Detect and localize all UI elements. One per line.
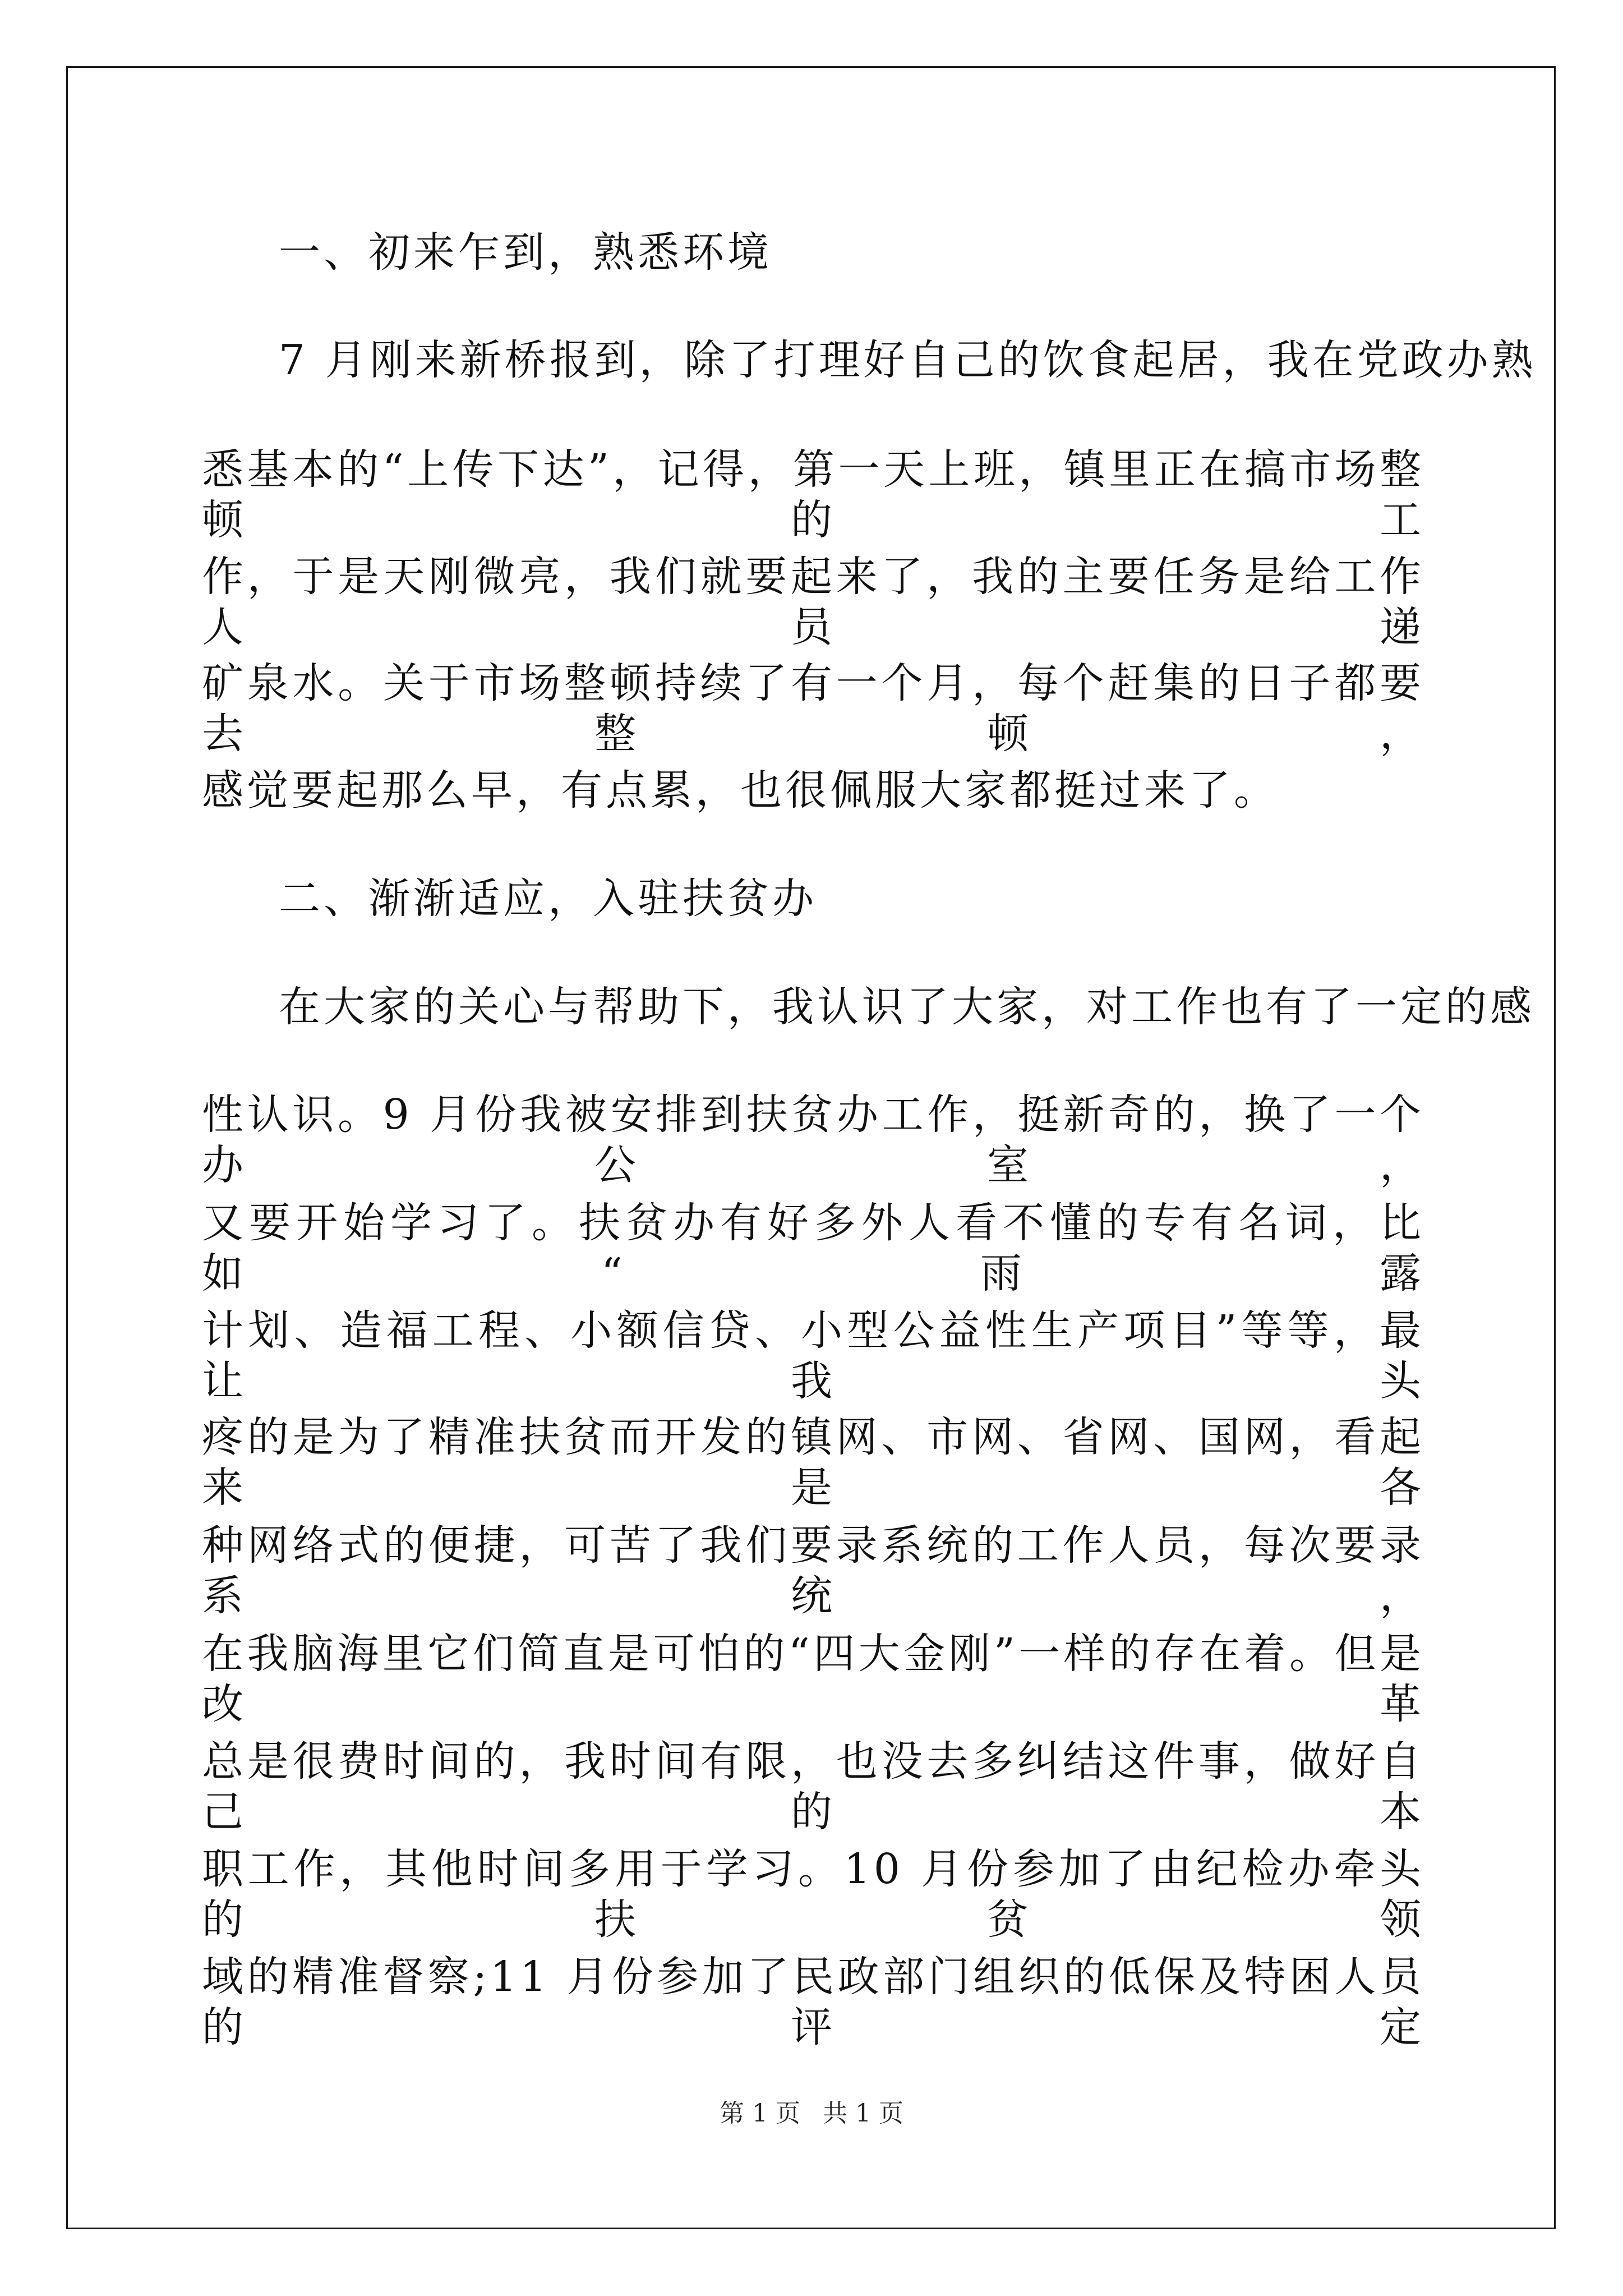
page-number: 第 1 页 xyxy=(720,2099,800,2128)
paragraph-line: 在大家的关心与帮助下，我认识了大家，对工作也有了一定的感 xyxy=(279,983,1535,1031)
paragraph-line: 性认识。9 月份我被安排到扶贫办工作，挺新奇的，换了一个办公室， xyxy=(202,1091,1424,1189)
paragraph-line: 疼的是为了精准扶贫而开发的镇网、市网、省网、国网，看起来是各 xyxy=(202,1413,1424,1512)
page-footer xyxy=(0,2098,1623,2129)
page-total: 共 1 页 xyxy=(823,2099,903,2128)
paragraph-line: 域的精准督察;11 月份参加了民政部门组织的低保及特困人员的评定 xyxy=(202,1953,1424,2051)
section-heading-2: 二、渐渐适应，入驻扶贫办 xyxy=(279,875,817,923)
section-heading-1: 一、初来乍到，熟悉环境 xyxy=(279,228,772,277)
paragraph-line: 在我脑海里它们简直是可怕的“四大金刚”一样的存在着。但是改革 xyxy=(202,1630,1424,1728)
paragraph-line: 感觉要起那么早，有点累，也很佩服大家都挺过来了。 xyxy=(202,766,1279,815)
paragraph-line: 矿泉水。关于市场整顿持续了有一个月，每个赶集的日子都要去整顿， xyxy=(202,659,1424,758)
paragraph-line: 职工作，其他时间多用于学习。10 月份参加了由纪检办牵头的扶贫领 xyxy=(202,1845,1424,1944)
paragraph-line: 又要开始学习了。扶贫办有好多外人看不懂的专有名词，比如“雨露 xyxy=(202,1199,1424,1297)
paragraph-line: 作，于是天刚微亮，我们就要起来了，我的主要任务是给工作人员递 xyxy=(202,553,1424,651)
paragraph-line: 7 月刚来新桥报到，除了打理好自己的饮食起居，我在党政办熟 xyxy=(279,336,1537,384)
paragraph-line: 种网络式的便捷，可苦了我们要录系统的工作人员，每次要录系统， xyxy=(202,1521,1424,1620)
paragraph-line: 悉基本的“上传下达”，记得，第一天上班，镇里正在搞市场整顿的工 xyxy=(202,445,1424,544)
paragraph-line: 计划、造福工程、小额信贷、小型公益性生产项目”等等，最让我头 xyxy=(202,1306,1424,1405)
paragraph-line: 总是很费时间的，我时间有限，也没去多纠结这件事，做好自己的本 xyxy=(202,1737,1424,1836)
